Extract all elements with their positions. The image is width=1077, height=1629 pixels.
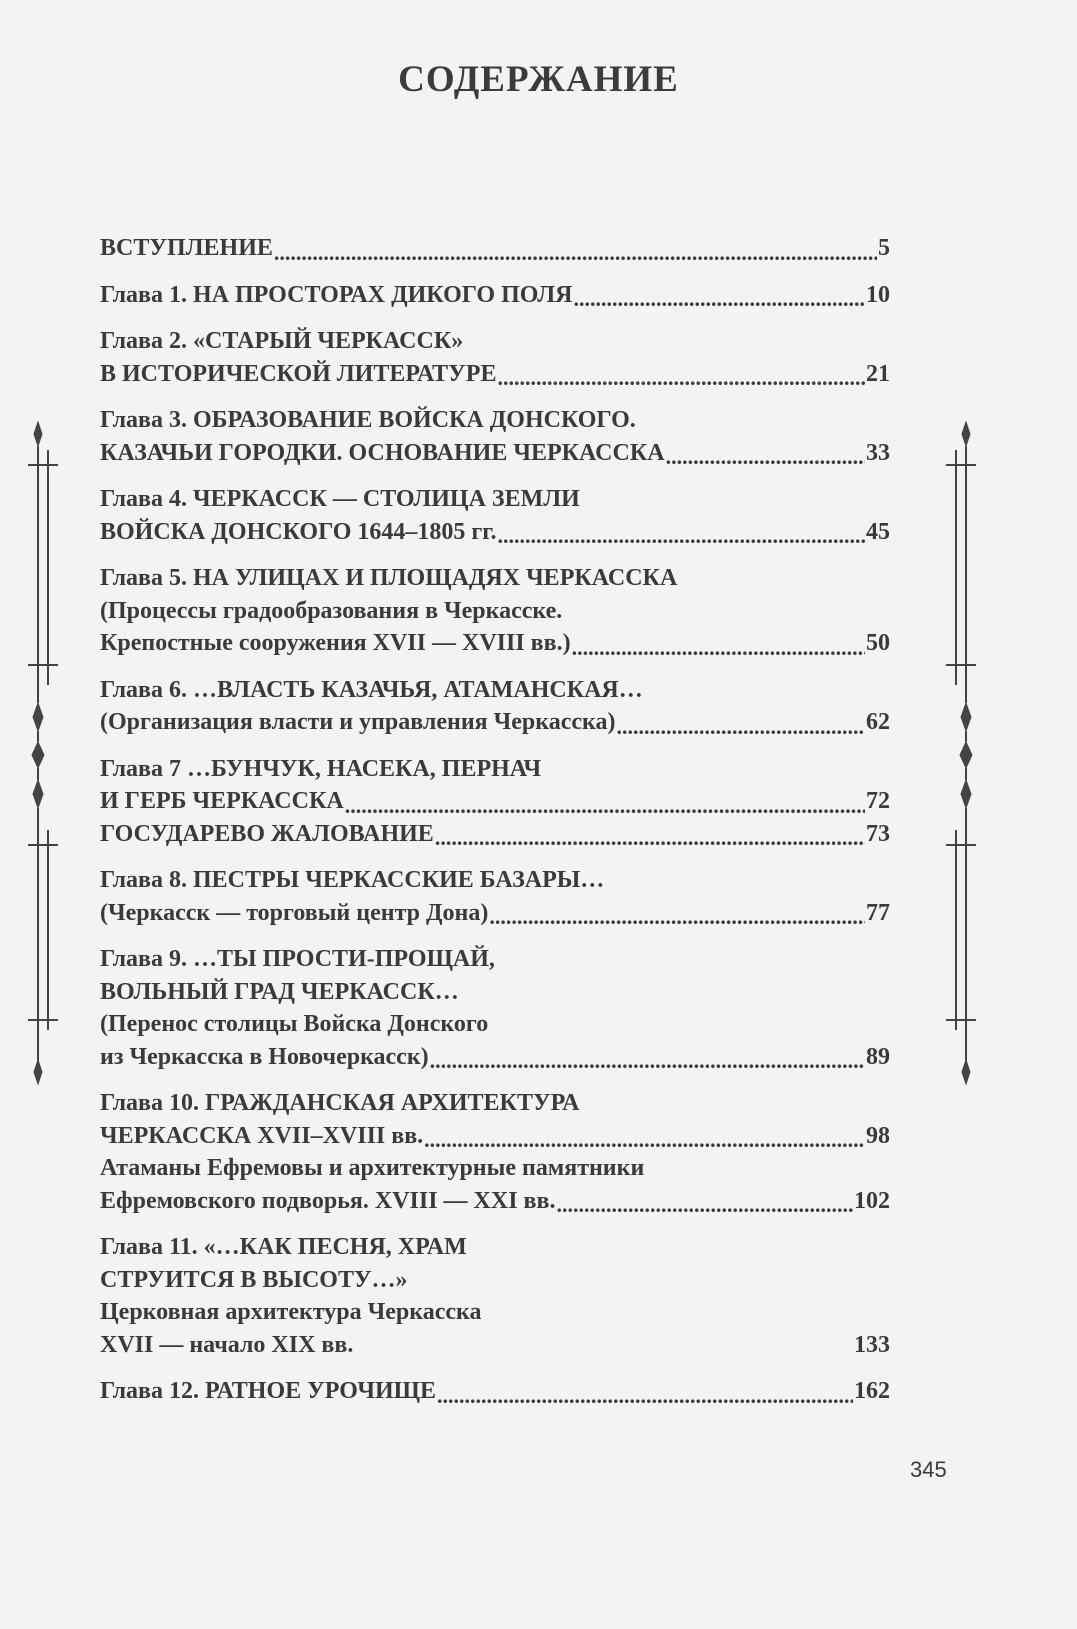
toc-line-text: (Процессы градообразования в Черкасске. xyxy=(100,597,563,624)
toc-line xyxy=(100,1185,890,1218)
toc-line-text: СТРУИТСЯ В ВЫСОТУ…» xyxy=(100,1266,408,1293)
toc-page-number: 77 xyxy=(866,899,890,926)
toc-line xyxy=(100,864,890,897)
dot-leader xyxy=(497,366,865,390)
toc-entry xyxy=(100,753,890,851)
toc-page-number: 89 xyxy=(866,1043,890,1070)
toc-line-text: XVII — начало XIX вв. xyxy=(100,1331,354,1358)
toc-line xyxy=(100,943,890,976)
toc-line-text: (Организация власти и управления Черкасска) xyxy=(100,709,616,735)
dot-leader xyxy=(345,794,865,818)
toc-line xyxy=(100,1329,890,1362)
page-title: СОДЕРЖАНИЕ xyxy=(398,59,679,100)
toc-line-text: (Черкасск — торговый центр Дона) xyxy=(100,899,489,926)
toc-line-text: Глава 9. …ТЫ ПРОСТИ-ПРОЩАЙ, xyxy=(100,946,495,972)
toc-line xyxy=(100,516,890,549)
toc-line-text: Атаманы Ефремовы и архитектурные памятники xyxy=(100,1155,645,1181)
toc-line xyxy=(100,1087,890,1120)
toc-entry xyxy=(100,279,890,312)
toc-line-text: Глава 7 …БУНЧУК, НАСЕКА, ПЕРНАЧ xyxy=(100,755,542,782)
toc-entry xyxy=(100,483,890,548)
toc-page-number: 21 xyxy=(866,360,890,387)
toc-entry xyxy=(100,1087,890,1217)
dot-leader xyxy=(437,1384,853,1408)
toc-line-text: Церковная архитектура Черкасска xyxy=(100,1299,482,1325)
toc-line xyxy=(100,1375,890,1408)
toc-entry xyxy=(100,864,890,929)
toc-page-number: 62 xyxy=(866,709,890,735)
dot-leader xyxy=(666,445,865,469)
toc-line xyxy=(100,753,890,786)
toc-line xyxy=(100,404,890,437)
page-number: 345 xyxy=(910,1457,947,1482)
toc-entry xyxy=(100,674,890,739)
toc-line-text: ЧЕРКАССКА XVII–XVIII вв. xyxy=(100,1122,424,1149)
toc-page-number: 45 xyxy=(866,518,890,545)
dot-leader xyxy=(274,241,877,265)
dot-leader xyxy=(556,1193,853,1217)
toc-page-number: 73 xyxy=(866,820,890,847)
toc-page-number: 5 xyxy=(878,235,890,261)
dot-leader xyxy=(616,715,865,739)
toc-line xyxy=(100,1264,890,1297)
toc-line-text: Глава 10. ГРАЖДАНСКАЯ АРХИТЕКТУРА xyxy=(100,1090,580,1116)
toc-entry xyxy=(100,1231,890,1361)
toc-line xyxy=(100,279,890,312)
toc-entry xyxy=(100,1375,890,1408)
toc-line-text: Глава 12. РАТНОЕ УРОЧИЩЕ xyxy=(100,1378,436,1404)
dot-leader xyxy=(572,636,865,660)
toc-line-text: Глава 2. «СТАРЫЙ ЧЕРКАССК» xyxy=(100,328,464,354)
dot-leader xyxy=(498,524,866,548)
toc-line xyxy=(100,562,890,595)
toc-line-text: Глава 8. ПЕСТРЫ ЧЕРКАССКИЕ БАЗАРЫ… xyxy=(100,867,605,893)
toc-page-number: 162 xyxy=(854,1378,890,1404)
toc-line xyxy=(100,595,890,628)
toc-entry xyxy=(100,404,890,469)
toc-entry xyxy=(100,562,890,660)
toc-line-text: из Черкасска в Новочеркасск) xyxy=(100,1043,429,1070)
toc-page-number: 98 xyxy=(866,1122,890,1149)
toc-line-text: Глава 11. «…КАК ПЕСНЯ, ХРАМ xyxy=(100,1234,467,1260)
toc-entry xyxy=(100,943,890,1073)
toc-line xyxy=(100,358,890,391)
toc-line xyxy=(100,1152,890,1185)
toc-line-text: ВОЛЬНЫЙ ГРАД ЧЕРКАССК… xyxy=(100,978,459,1005)
toc-line xyxy=(100,897,890,930)
toc-line-text: ВОЙСКА ДОНСКОГО 1644–1805 гг. xyxy=(100,518,497,545)
dot-leader xyxy=(424,1128,865,1152)
toc-line xyxy=(100,232,890,265)
toc-page-number: 33 xyxy=(866,439,890,466)
dot-leader xyxy=(430,1049,865,1073)
toc-line xyxy=(100,1231,890,1264)
right-ornament-icon xyxy=(944,420,984,1090)
toc-line-text: ГОСУДАРЕВО ЖАЛОВАНИЕ xyxy=(100,820,434,847)
toc-entry xyxy=(100,325,890,390)
toc-line xyxy=(100,437,890,470)
toc-line-text: (Перенос столицы Войска Донского xyxy=(100,1011,489,1037)
toc-line xyxy=(100,1041,890,1074)
toc-line xyxy=(100,706,890,739)
toc-line-text: Крепостные сооружения XVII — XVIII вв.) xyxy=(100,630,571,656)
toc-line-text: В ИСТОРИЧЕСКОЙ ЛИТЕРАТУРЕ xyxy=(100,360,497,387)
toc-page-number: 50 xyxy=(866,630,890,656)
toc-line-text: Ефремовского подворья. XVIII — XXI вв. xyxy=(100,1187,556,1214)
toc-line-text: Глава 1. НА ПРОСТОРАХ ДИКОГО ПОЛЯ xyxy=(100,281,573,308)
dot-leader xyxy=(435,826,865,850)
left-ornament-icon xyxy=(22,420,62,1090)
dot-leader xyxy=(573,287,865,311)
toc-line xyxy=(100,976,890,1009)
toc-page-number: 133 xyxy=(854,1331,890,1358)
toc-line-text: И ГЕРБ ЧЕРКАССКА xyxy=(100,788,344,814)
toc-line-text: Глава 6. …ВЛАСТЬ КАЗАЧЬЯ, АТАМАНСКАЯ… xyxy=(100,676,643,703)
toc-line xyxy=(100,325,890,358)
toc-page-number: 72 xyxy=(866,788,890,814)
toc-line xyxy=(100,1120,890,1153)
toc-line xyxy=(100,674,890,707)
toc-line-text: Глава 4. ЧЕРКАССК — СТОЛИЦА ЗЕМЛИ xyxy=(100,486,580,512)
toc-line-text: Глава 3. ОБРАЗОВАНИЕ ВОЙСКА ДОНСКОГО. xyxy=(100,407,636,433)
toc-line-text: Глава 5. НА УЛИЦАХ И ПЛОЩАДЯХ ЧЕРКАССКА xyxy=(100,565,678,591)
toc-line-text: ВСТУПЛЕНИЕ xyxy=(100,235,273,261)
dot-leader xyxy=(489,905,865,929)
toc-line xyxy=(100,1296,890,1329)
toc-line xyxy=(100,785,890,818)
toc-line-text: КАЗАЧЬИ ГОРОДКИ. ОСНОВАНИЕ ЧЕРКАССКА xyxy=(100,439,665,466)
toc-line xyxy=(100,483,890,516)
toc-line xyxy=(100,1008,890,1041)
table-of-contents xyxy=(100,232,890,1422)
toc-line xyxy=(100,627,890,660)
toc-page-number: 10 xyxy=(866,281,890,308)
toc-line xyxy=(100,818,890,851)
toc-page-number: 102 xyxy=(854,1187,890,1214)
toc-entry xyxy=(100,232,890,265)
